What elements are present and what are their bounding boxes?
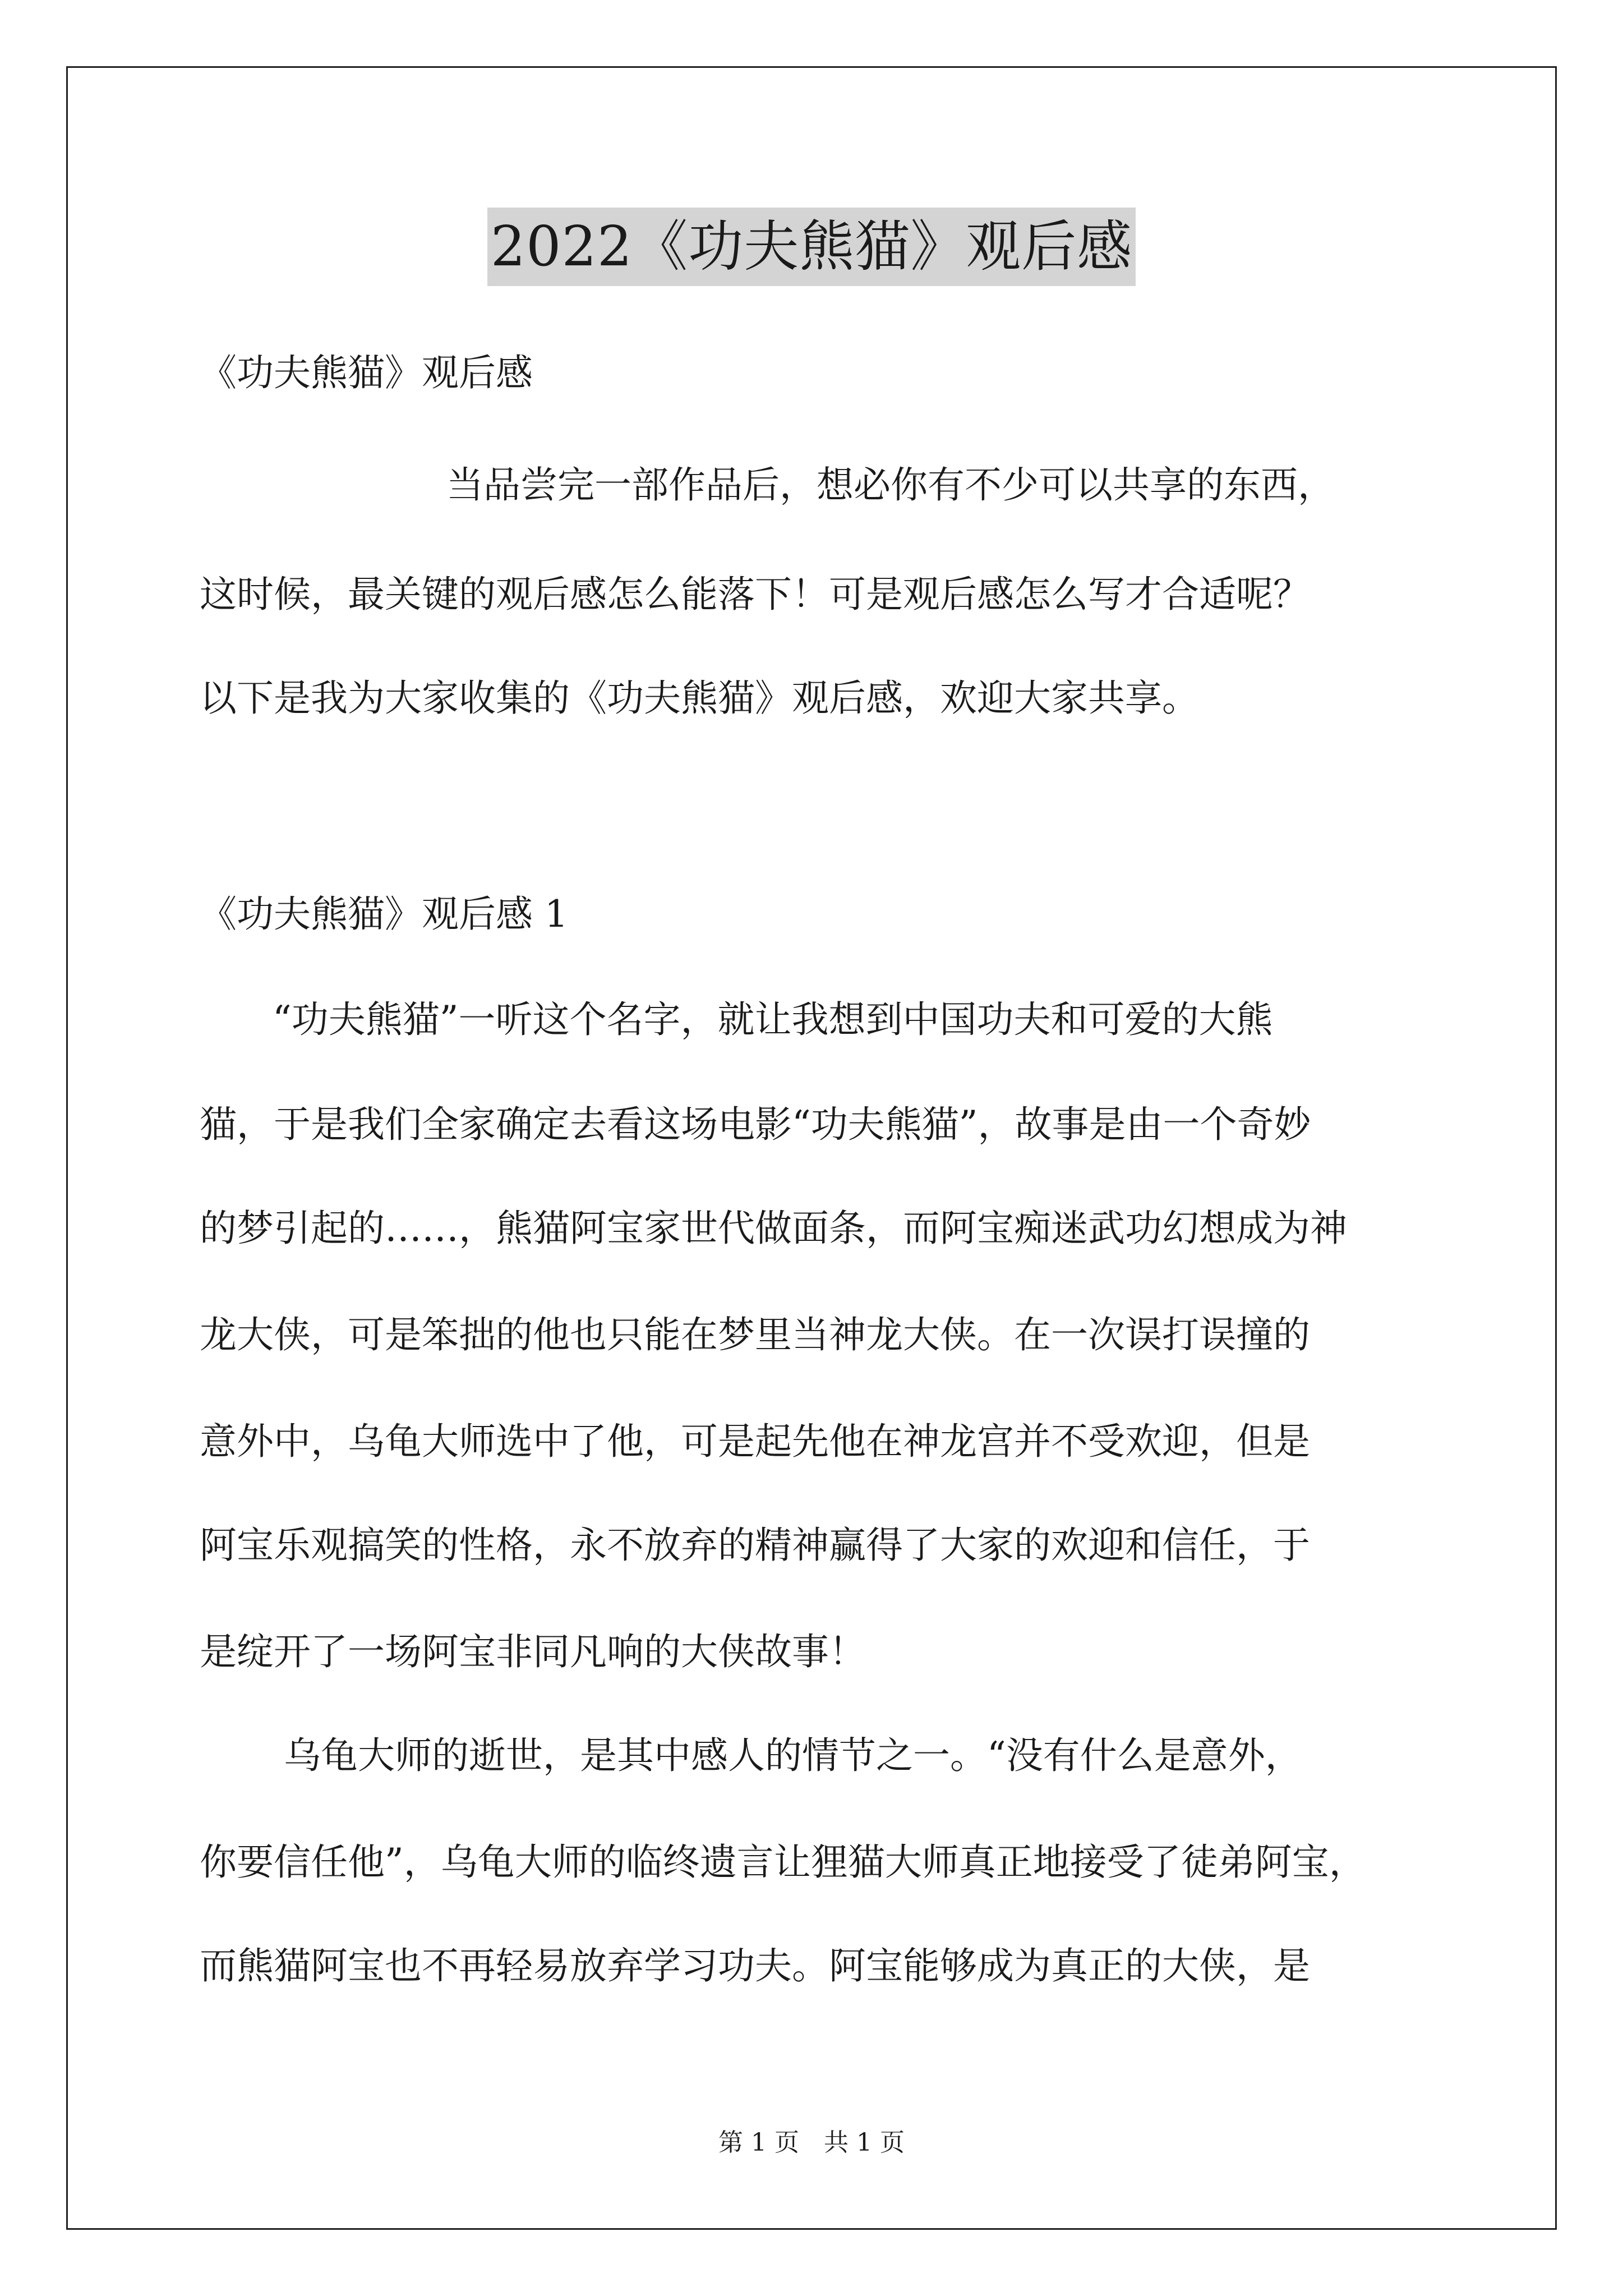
intro-line-1: 当品尝完一部作品后，想必你有不少可以共享的东西， (446, 463, 1335, 507)
paragraph1-line-5: 意外中，乌龟大师选中了他，可是起先他在神龙宫并不受欢迎，但是 (200, 1420, 1310, 1463)
page-footer: 第 1 页 共 1 页 (718, 2128, 905, 2157)
section-heading: 《功夫熊猫》观后感 1 (200, 892, 568, 936)
paragraph1-line-2: 猫，于是我们全家确定去看这场电影“功夫熊猫”，故事是由一个奇妙 (200, 1103, 1311, 1146)
paragraph1-line-1: “功夫熊猫”一听这个名字，就让我想到中国功夫和可爱的大熊 (273, 998, 1273, 1041)
paragraph2-line-3: 而熊猫阿宝也不再轻易放弃学习功夫。阿宝能够成为真正的大侠，是 (200, 1944, 1310, 1987)
paragraph1-line-7: 是绽开了一场阿宝非同凡响的大侠故事！ (200, 1630, 866, 1673)
paragraph2-line-1: 乌龟大师的逝世，是其中感人的情节之一。“没有什么是意外， (284, 1734, 1302, 1777)
paragraph2-line-2: 你要信任他”，乌龟大师的临终遗言让狸猫大师真正地接受了徒弟阿宝， (200, 1841, 1366, 1884)
intro-line-2: 这时候，最关键的观后感怎么能落下！可是观后感怎么写才合适呢？ (200, 573, 1310, 616)
title-container (0, 208, 1623, 286)
subtitle: 《功夫熊猫》观后感 (200, 351, 533, 394)
paragraph1-line-4: 龙大侠，可是笨拙的他也只能在梦里当神龙大侠。在一次误打误撞的 (200, 1313, 1310, 1356)
paragraph1-line-6: 阿宝乐观搞笑的性格，永不放弃的精神赢得了大家的欢迎和信任，于 (200, 1524, 1310, 1567)
intro-line-3: 以下是我为大家收集的《功夫熊猫》观后感，欢迎大家共享。 (200, 677, 1199, 720)
document-title: 2022《功夫熊猫》观后感 (487, 208, 1136, 286)
paragraph1-line-3: 的梦引起的……，熊猫阿宝家世代做面条，而阿宝痴迷武功幻想成为神 (200, 1207, 1347, 1250)
